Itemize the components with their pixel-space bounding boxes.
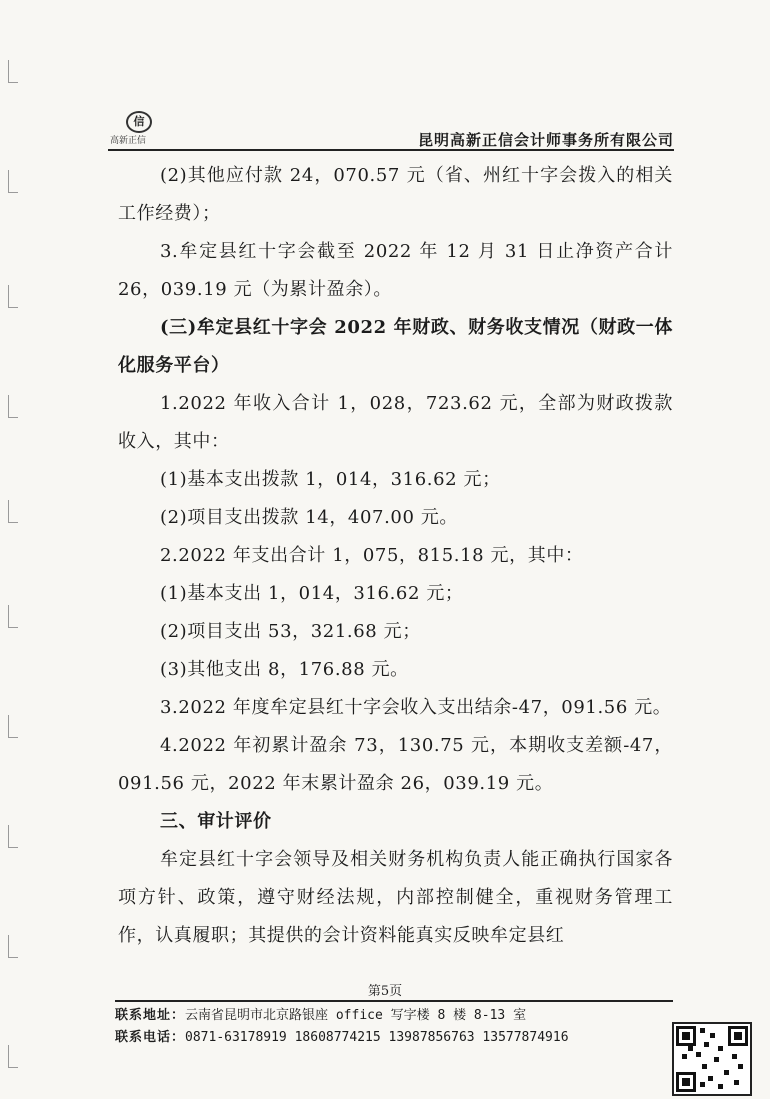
paragraph-net-assets: 3.牟定县红十字会截至 2022 年 12 月 31 日止净资产合计 26，039.19 元（为累计盈余）。 [118,241,673,300]
address-value: 云南省昆明市北京路银座 office 写字楼 8 楼 8-13 室 [185,1008,527,1023]
firm-logo-icon: 信 [126,111,152,133]
phone-label: 联系电话： [115,1030,186,1045]
binding-mark [8,715,18,738]
firm-name: 昆明高新正信会计师事务所有限公司 [417,131,674,149]
footer-address [115,1005,670,1027]
binding-mark [8,1045,18,1068]
paragraph-surplus: 4.2022 年初累计盈余 73，130.75 元，本期收支差额-47，091.56 元，2022 年末累计盈余 26，039.19 元。 [118,735,673,794]
footer-divider [115,1000,673,1002]
binding-mark [8,395,18,418]
document-body [118,157,673,955]
phone-value: 0871-63178919 18608774215 13987856763 13577874916 [185,1030,569,1045]
paragraph-other-expense: (3)其他支出 8，176.88 元。 [160,659,409,680]
binding-mark [8,285,18,308]
paragraph-expense-total: 2.2022 年支出合计 1，075，815.18 元，其中： [160,545,584,566]
paragraph-audit-evaluation: 牟定县红十字会领导及相关财务机构负责人能正确执行国家各项方针、政策，遵守财经法规，内部控制健全，重视财务管理工作，认真履职；其提供的会计资料能真实反映牟定县红 [118,849,673,946]
paragraph-project-appropriation: (2)项目支出拨款 14，407.00 元。 [160,507,459,528]
paragraph-balance: 3.2022 年度牟定县红十字会收入支出结余-47，091.56 元。 [160,697,672,718]
binding-mark [8,825,18,848]
binding-mark [8,60,18,83]
binding-mark [8,500,18,523]
page-header [108,111,674,151]
paragraph-basic-expense: (1)基本支出 1，014，316.62 元； [160,583,464,604]
paragraph-basic-appropriation: (1)基本支出拨款 1，014，316.62 元； [160,469,501,490]
header-divider [108,149,674,151]
page-footer [115,1005,670,1049]
section-heading-audit-evaluation: 三、审计评价 [160,811,272,832]
binding-mark [8,605,18,628]
address-label: 联系地址： [115,1008,186,1023]
paragraph-other-payables: (2)其他应付款 24，070.57 元（省、州红十字会拨入的相关工作经费）； [118,165,673,224]
binding-mark [8,935,18,958]
page-number: 第5页 [367,984,403,999]
paragraph-income-total: 1.2022 年收入合计 1，028，723.62 元，全部为财政拨款收入，其中： [118,393,673,452]
paragraph-project-expense: (2)项目支出 53，321.68 元； [160,621,421,642]
qr-code-icon [672,1022,752,1096]
footer-phone [115,1027,670,1049]
firm-logo-text: 高新正信 [110,136,147,146]
section-heading-finance: (三)牟定县红十字会 2022 年财政、财务收支情况（财政一体化服务平台） [118,317,673,376]
firm-logo [108,111,168,151]
binding-mark [8,170,18,193]
